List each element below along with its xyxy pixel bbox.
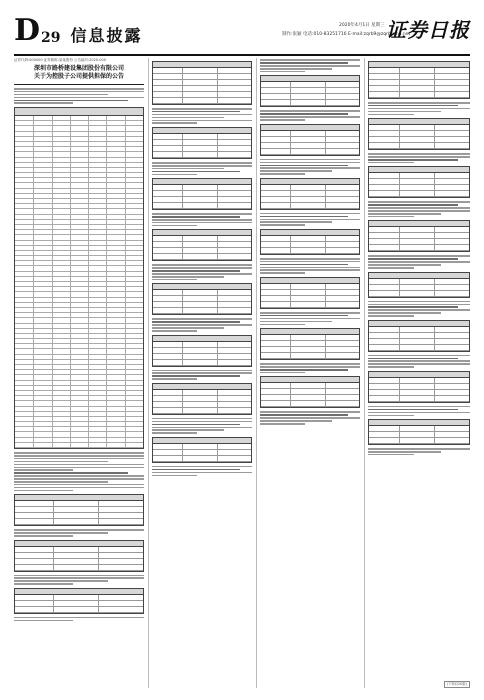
text-line xyxy=(260,411,360,413)
column-3-body xyxy=(260,59,360,424)
table-row xyxy=(153,456,251,462)
text-line xyxy=(260,423,305,425)
text-line xyxy=(368,309,470,311)
text-line xyxy=(152,216,240,218)
text-line xyxy=(260,113,348,115)
table-row xyxy=(15,443,143,448)
column-3 xyxy=(260,58,360,688)
text-line xyxy=(14,97,144,99)
text-line xyxy=(14,467,144,469)
text-line xyxy=(260,65,360,67)
text-line xyxy=(368,105,458,107)
table-row xyxy=(369,245,469,251)
text-line xyxy=(152,174,197,176)
column-2-body xyxy=(152,61,252,476)
text-line xyxy=(368,360,470,362)
text-line xyxy=(368,267,414,269)
data-table xyxy=(14,588,144,614)
text-line xyxy=(14,475,144,477)
table-row xyxy=(153,360,251,366)
text-line xyxy=(152,267,252,269)
text-line xyxy=(260,173,305,175)
text-line xyxy=(368,258,458,260)
column-4-body xyxy=(368,61,470,455)
data-table xyxy=(152,61,252,105)
table-row xyxy=(153,98,251,104)
text-line xyxy=(368,301,470,303)
guarantee-table xyxy=(14,107,144,449)
text-line xyxy=(368,159,458,161)
section-title: 信息披露 xyxy=(70,26,143,45)
table-header xyxy=(15,108,143,116)
continued-page-tag: (下转D30版) xyxy=(444,681,470,688)
text-line xyxy=(152,427,252,429)
page-letter: D xyxy=(14,13,41,48)
text-line xyxy=(152,324,252,326)
text-line xyxy=(368,306,458,308)
text-line xyxy=(368,114,414,116)
table-row xyxy=(15,519,143,525)
text-line xyxy=(14,487,144,489)
text-line xyxy=(14,577,144,579)
text-line xyxy=(152,466,252,468)
table-row xyxy=(153,408,251,414)
text-line xyxy=(368,358,458,360)
text-line xyxy=(152,273,252,275)
table-row xyxy=(261,149,359,155)
text-line xyxy=(152,225,197,227)
text-line xyxy=(14,481,108,483)
text-line xyxy=(152,318,252,320)
column-1 xyxy=(14,58,144,688)
text-line xyxy=(260,267,360,269)
text-line xyxy=(152,375,240,377)
text-line xyxy=(368,355,470,357)
data-table xyxy=(152,437,252,463)
text-line xyxy=(14,529,144,531)
text-line xyxy=(368,156,470,158)
data-table xyxy=(368,371,470,403)
text-line xyxy=(260,258,360,260)
text-line xyxy=(368,412,470,414)
column-2 xyxy=(152,58,252,688)
announcement-company: 深圳市路桥建设集团股份有限公司 xyxy=(33,65,124,72)
data-table xyxy=(260,229,360,255)
text-line xyxy=(260,369,348,371)
data-table xyxy=(368,419,470,445)
table-row xyxy=(261,100,359,106)
text-line xyxy=(152,330,197,332)
text-line xyxy=(368,366,414,368)
text-line xyxy=(152,111,240,113)
text-line xyxy=(368,406,470,408)
data-table xyxy=(260,124,360,156)
text-line xyxy=(14,472,128,474)
text-line xyxy=(260,264,348,266)
table-row xyxy=(153,254,251,260)
text-line xyxy=(260,62,348,64)
text-line xyxy=(152,264,252,266)
data-table xyxy=(152,178,252,210)
data-table xyxy=(368,220,470,252)
table-row xyxy=(369,345,469,351)
data-table xyxy=(368,61,470,99)
table-row xyxy=(369,143,469,149)
table-row xyxy=(369,191,469,197)
text-line xyxy=(14,484,144,486)
text-line xyxy=(368,363,470,365)
text-line xyxy=(152,432,197,434)
column-divider xyxy=(148,58,149,688)
text-line xyxy=(152,424,240,426)
data-table xyxy=(368,320,470,352)
text-line xyxy=(368,207,470,209)
text-line xyxy=(152,472,252,474)
announcement-title: 关于为控股子公司提供担保的公告 xyxy=(33,73,124,80)
issue-date: 2020年4月1日 星期三 xyxy=(339,23,385,28)
page-number: 29 xyxy=(41,30,61,46)
data-table xyxy=(260,328,360,360)
text-line xyxy=(368,304,470,306)
table-row xyxy=(153,152,251,158)
text-line xyxy=(368,201,470,203)
text-line xyxy=(14,452,144,454)
text-line xyxy=(152,117,224,119)
text-line xyxy=(368,162,414,164)
table-row xyxy=(369,396,469,402)
text-line xyxy=(368,264,441,266)
column-divider xyxy=(256,58,257,688)
data-table xyxy=(14,494,144,526)
data-table xyxy=(152,335,252,367)
text-line xyxy=(14,455,144,457)
text-line xyxy=(152,279,197,281)
text-line xyxy=(260,68,332,70)
table-row xyxy=(15,565,143,571)
disclosure-content xyxy=(14,58,470,688)
text-line xyxy=(14,94,108,96)
text-line xyxy=(152,219,252,221)
table-row xyxy=(261,248,359,254)
page-identifier xyxy=(14,13,143,48)
text-line xyxy=(260,167,360,169)
text-line xyxy=(152,276,224,278)
text-line xyxy=(368,409,458,411)
table-row xyxy=(15,607,143,613)
text-line xyxy=(14,580,108,582)
text-line xyxy=(152,122,197,124)
data-table xyxy=(152,229,252,261)
table-row xyxy=(369,438,469,444)
text-line xyxy=(368,102,470,104)
data-table xyxy=(260,75,360,107)
text-line xyxy=(260,213,360,215)
data-table xyxy=(260,178,360,210)
announcement-header-line: 证券代码:000000 证券简称:某某股份 公告编号:2020-000 xyxy=(14,58,106,62)
text-line xyxy=(260,219,360,221)
text-line xyxy=(260,110,360,112)
text-line xyxy=(368,451,441,453)
data-table xyxy=(152,383,252,415)
text-line xyxy=(260,324,305,326)
data-table xyxy=(14,540,144,572)
text-line xyxy=(152,171,240,173)
text-line xyxy=(260,321,332,323)
masthead xyxy=(14,14,470,56)
table-row xyxy=(261,353,359,359)
table-row xyxy=(261,401,359,407)
text-line xyxy=(368,454,414,456)
table-row xyxy=(369,92,469,98)
text-line xyxy=(368,153,470,155)
text-line xyxy=(260,59,360,61)
column-1-body xyxy=(14,88,144,621)
text-line xyxy=(260,261,360,263)
text-line xyxy=(260,318,360,320)
title-rule xyxy=(14,84,144,85)
table-row xyxy=(261,302,359,308)
text-line xyxy=(260,71,305,73)
text-line xyxy=(14,100,128,102)
text-line xyxy=(260,119,305,121)
text-line xyxy=(152,469,240,471)
text-line xyxy=(152,475,197,477)
text-line xyxy=(260,216,348,218)
text-line xyxy=(14,461,108,463)
text-line xyxy=(260,224,305,226)
column-divider xyxy=(364,58,365,688)
text-line xyxy=(260,363,360,365)
text-line xyxy=(14,617,144,619)
text-line xyxy=(260,116,360,118)
text-line xyxy=(368,255,470,257)
text-line xyxy=(368,213,441,215)
text-line xyxy=(260,159,360,161)
text-line xyxy=(152,162,252,164)
text-line xyxy=(368,210,470,212)
text-line xyxy=(260,312,360,314)
data-table xyxy=(152,283,252,315)
text-line xyxy=(152,270,240,272)
text-line xyxy=(260,269,360,271)
table-row xyxy=(153,203,251,209)
data-table xyxy=(368,272,470,298)
text-line xyxy=(152,321,240,323)
text-line xyxy=(260,315,348,317)
text-line xyxy=(368,415,414,417)
text-line xyxy=(260,372,305,374)
text-line xyxy=(152,370,252,372)
text-line xyxy=(14,490,73,492)
text-line xyxy=(152,120,252,122)
text-line xyxy=(152,327,224,329)
text-line xyxy=(152,429,224,431)
text-line xyxy=(14,583,73,585)
text-line xyxy=(14,464,144,466)
text-line xyxy=(152,108,252,110)
data-table xyxy=(260,277,360,309)
text-line xyxy=(260,366,360,368)
data-table xyxy=(152,127,252,159)
text-line xyxy=(152,418,252,420)
text-line xyxy=(14,620,73,622)
text-line xyxy=(152,165,252,167)
text-line xyxy=(260,272,305,274)
text-line xyxy=(14,458,144,460)
text-line xyxy=(14,575,144,577)
table-row xyxy=(261,203,359,209)
text-line xyxy=(14,102,73,104)
text-line xyxy=(260,417,360,419)
text-line xyxy=(368,448,470,450)
text-line xyxy=(368,111,441,113)
newspaper-logo: 证券日报 xyxy=(386,18,470,42)
data-table xyxy=(368,118,470,150)
text-line xyxy=(14,88,144,90)
text-line xyxy=(260,221,332,223)
text-line xyxy=(368,315,414,317)
text-line xyxy=(260,162,360,164)
text-line xyxy=(152,222,252,224)
text-line xyxy=(152,372,252,374)
text-line xyxy=(152,421,252,423)
text-line xyxy=(152,114,252,116)
text-line xyxy=(260,165,348,167)
text-line xyxy=(14,469,73,471)
text-line xyxy=(152,378,197,380)
text-line xyxy=(14,532,108,534)
text-line xyxy=(368,108,470,110)
table-row xyxy=(369,291,469,297)
text-line xyxy=(14,91,144,93)
text-line xyxy=(260,414,348,416)
text-line xyxy=(260,420,332,422)
table-row xyxy=(153,308,251,314)
text-line xyxy=(260,170,332,172)
data-table xyxy=(260,376,360,408)
text-line xyxy=(152,213,252,215)
editor-contact: 制作:张颖 电话:010-83251716 E-mail:zqrb9@zqrb.sina.net xyxy=(282,32,411,37)
text-line xyxy=(368,261,470,263)
text-line xyxy=(14,535,73,537)
text-line xyxy=(368,204,458,206)
text-line xyxy=(368,216,414,218)
text-line xyxy=(152,168,224,170)
column-4 xyxy=(368,58,470,688)
text-line xyxy=(368,312,441,314)
text-line xyxy=(14,478,144,480)
data-table xyxy=(368,166,470,198)
